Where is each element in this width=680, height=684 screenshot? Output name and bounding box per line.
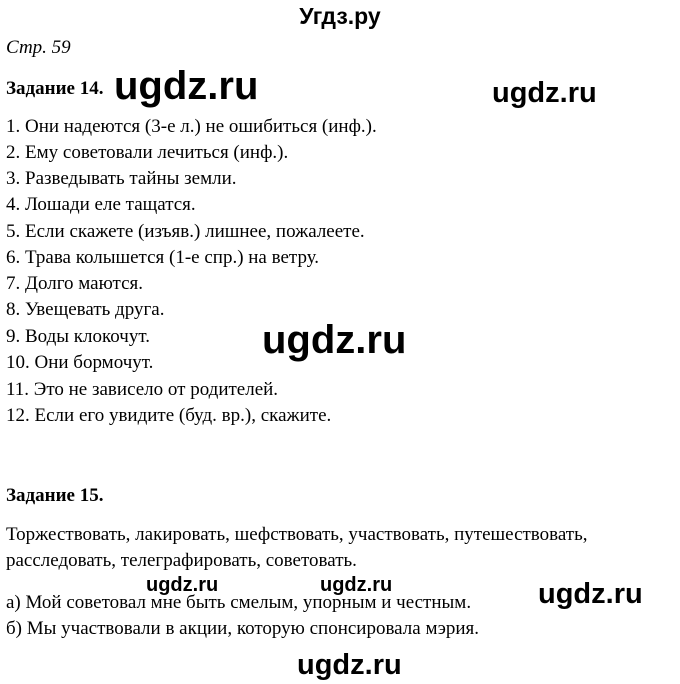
watermark: ugdz.ru xyxy=(492,77,597,109)
task-14-line-12: 12. Если его увидите (буд. вр.), скажите. xyxy=(6,405,332,426)
task-14-line-9: 9. Воды клокочут. xyxy=(6,326,150,347)
task-14-line-6: 6. Трава колышется (1-е спр.) на ветру. xyxy=(6,247,320,268)
watermark: ugdz.ru xyxy=(262,318,407,362)
task-15-verbs-line-1: Торжествовать, лакировать, шефствовать, участвовать, путешествовать, xyxy=(6,524,588,545)
task-14-heading: Задание 14. xyxy=(6,78,104,99)
task-14-line-4: 4. Лошади еле тащатся. xyxy=(6,194,196,215)
task-15-verbs-line-2: расследовать, телеграфировать, советовать. xyxy=(6,550,357,571)
task-14-line-10: 10. Они бормочут. xyxy=(6,352,154,373)
site-title: Угдз.ру xyxy=(299,3,381,29)
page-reference: Стр. 59 xyxy=(6,37,71,58)
watermark: ugdz.ru xyxy=(320,574,393,596)
task-15-sentence-a: а) Мой советовал мне быть смелым, упорным и честным. xyxy=(6,592,472,613)
task-15-heading: Задание 15. xyxy=(6,485,104,506)
watermark: ugdz.ru xyxy=(538,578,643,610)
task-14-line-1: 1. Они надеются (3-е л.) не ошибиться (инф.). xyxy=(6,116,377,137)
task-14-line-8: 8. Увещевать друга. xyxy=(6,299,165,320)
task-14-line-11: 11. Это не зависело от родителей. xyxy=(6,379,279,400)
watermark: ugdz.ru xyxy=(297,649,402,681)
task-14-line-2: 2. Ему советовали лечиться (инф.). xyxy=(6,142,289,163)
watermark: ugdz.ru xyxy=(146,574,219,596)
task-14-line-5: 5. Если скажете (изъяв.) лишнее, пожалеете. xyxy=(6,221,365,242)
task-14-line-7: 7. Долго маются. xyxy=(6,273,143,294)
watermark: ugdz.ru xyxy=(114,64,259,108)
task-15-sentence-b: б) Мы участвовали в акции, которую спонсировала мэрия. xyxy=(6,618,480,639)
task-14-line-3: 3. Разведывать тайны земли. xyxy=(6,168,237,189)
